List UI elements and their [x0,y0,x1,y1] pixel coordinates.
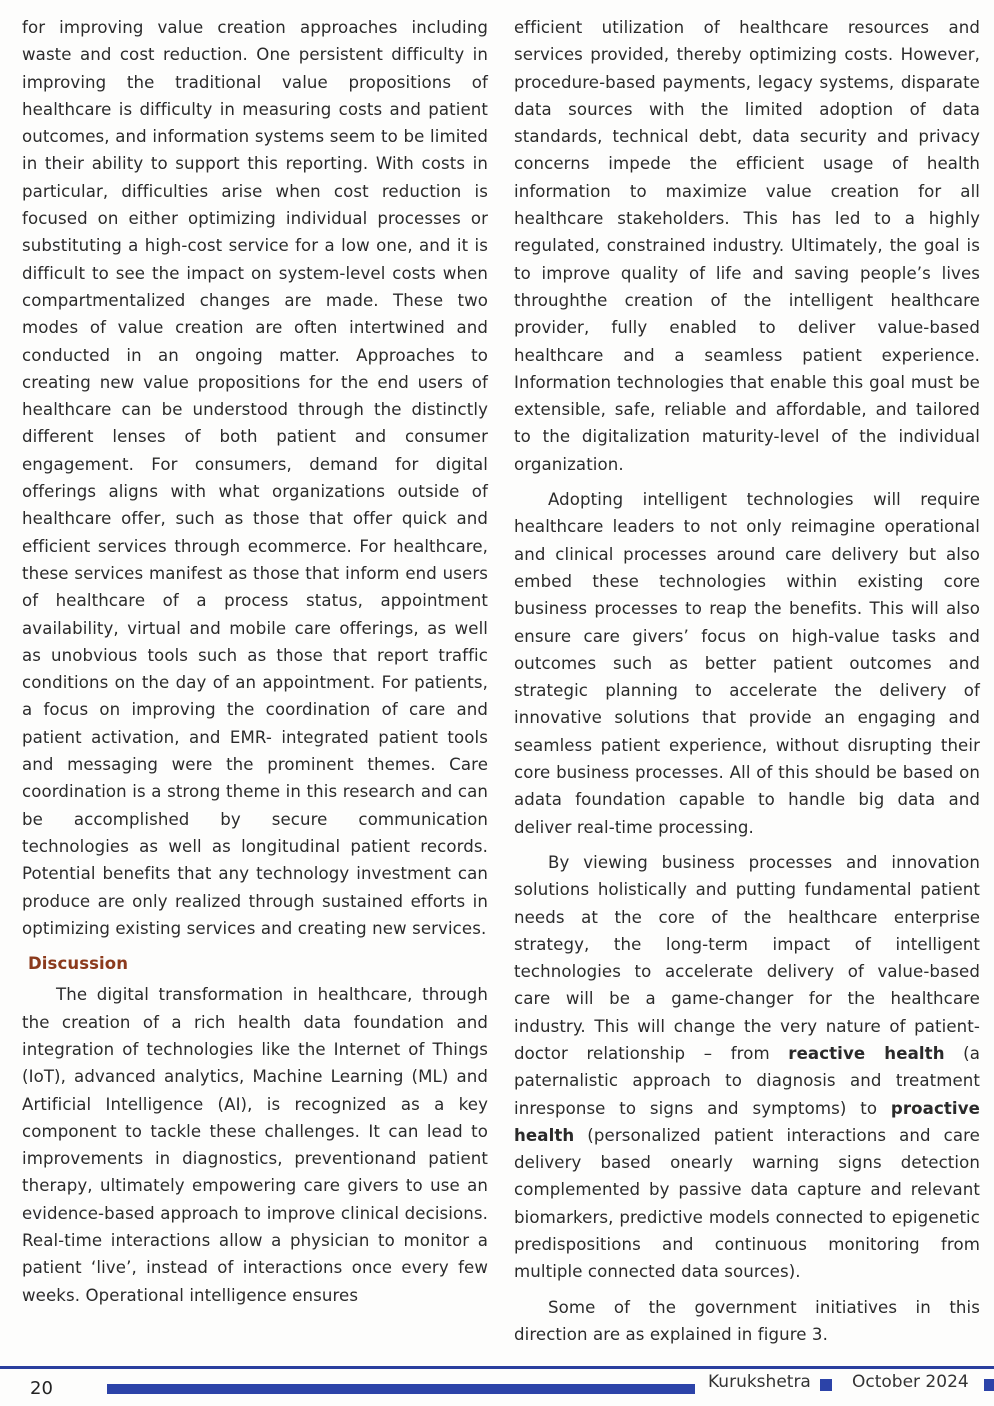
paragraph [514,849,980,1286]
paragraph: The digital transformation in healthcare, through the creation of a rich health data foundation and integration of technologies like the Internet of Things (IoT), advanced analytics, Machine Learning (ML) and Artificial Intelligence (AI), is recognized as a key component to tackle these challenges. It can lead to improvements in diagnostics, preventionand patient therapy, ultimately empowering care givers to use an evidence-based approach to improve clinical decisions. Real-time interactions allow a physician to monitor a patient ‘live’, instead of interactions once every few weeks. Operational intelligence ensures [22,985,488,1305]
section-heading-discussion: Discussion [28,954,129,974]
text-run: By viewing business processes and innovation solutions holistically and putting fundamental patient needs at the core of the healthcare enterprise strategy, the long-term impact of intelligent technologies to accelerate delivery of value-based care will be a game-changer for the healthcare industry. This will change the very nature of patient-doctor relationship – from [514,852,980,1063]
square-bullet-icon [984,1379,994,1391]
text-run: (a paternalistic approach to diagnosis and treatment inresponse to signs and symptoms) to [514,1043,981,1118]
right-column [514,14,980,1348]
footer-bar-decoration [107,1384,695,1394]
issue-date: October 2024 [852,1372,969,1392]
magazine-name: Kurukshetra [708,1372,811,1392]
square-bullet-icon [820,1379,832,1391]
paragraph: Adopting intelligent technologies will require healthcare leaders to not only reimagine operational and clinical processes around care delivery but also embed these technologies within existing core business processes to reap the benefits. This will also ensure care givers’ focus on high-value tasks and outcomes such as better patient outcomes and strategic planning to accelerate the delivery of innovative solutions that provide an engaging and seamless patient experience, without disrupting their core business processes. All of this should be based on adata foundation capable to handle big data and deliver real-time processing. [514,490,980,837]
paragraph: for improving value creation approaches including waste and cost reduction. One persistent difficulty in improving the traditional value propositions of healthcare is difficulty in measuring costs and patient outcomes, and information systems seem to be limited in their ability to support this reporting. With costs in particular, difficulties arise when cost reduction is focused on either optimizing individual processes or substituting a high-cost service for a low one, and it is difficult to see the impact on system-level costs when compartmentalized changes are made. These two modes of value creation are often intertwined and conducted in an ongoing matter. Approaches to creating new value propositions for the end users of healthcare can be understood through the distinctly different lenses of both patient and consumer engagement. For consumers, demand for digital offerings aligns with what organizations outside of healthcare offer, such as those that offer quick and efficient services through ecommerce. For healthcare, these services manifest as those that inform end users of healthcare of a process status, appointment availability, virtual and mobile care offerings, as well as unobvious tools such as those that report traffic conditions on the day of an appointment. For patients, a focus on improving the coordination of care and patient activation, and EMR- integrated patient tools and messaging were the prominent themes. Care coordination is a strong theme in this research and can be accomplished by secure communication technologies as well as longitudinal patient records. Potential benefits that any technology investment can produce are only realized through sustained efforts in optimizing existing services and creating new services. [22,18,488,938]
paragraph: Some of the government initiatives in this direction are as explained in figure 3. [514,1297,980,1344]
text-run: (personalized patient interactions and care delivery based onearly warning signs detection complemented by passive data capture and relevant biomarkers, predictive models connected to epigenetic predispositions and continuous monitoring from multiple connected data sources). [514,1125,980,1282]
bold-term-proactive-health: proactive health [514,1098,980,1145]
footer-rule [0,1366,994,1369]
page-number: 20 [30,1378,53,1399]
paragraph: efficient utilization of healthcare resources and services provided, thereby optimizing costs. However, procedure-based payments, legacy systems, disparate data sources with the limited adoption of data standards, technical debt, data security and privacy concerns impede the efficient usage of health information to maximize value creation for all healthcare stakeholders. This has led to a highly regulated, constrained industry. Ultimately, the goal is to improve quality of life and saving people’s lives throughthe creation of the intelligent healthcare provider, fully enabled to deliver value-based healthcare and a seamless patient experience. Information technologies that enable this goal must be extensible, safe, reliable and affordable, and tailored to the digitalization maturity-level of the individual organization. [514,18,980,474]
bold-term-reactive-health: reactive health [788,1043,945,1063]
left-column [22,14,488,1309]
